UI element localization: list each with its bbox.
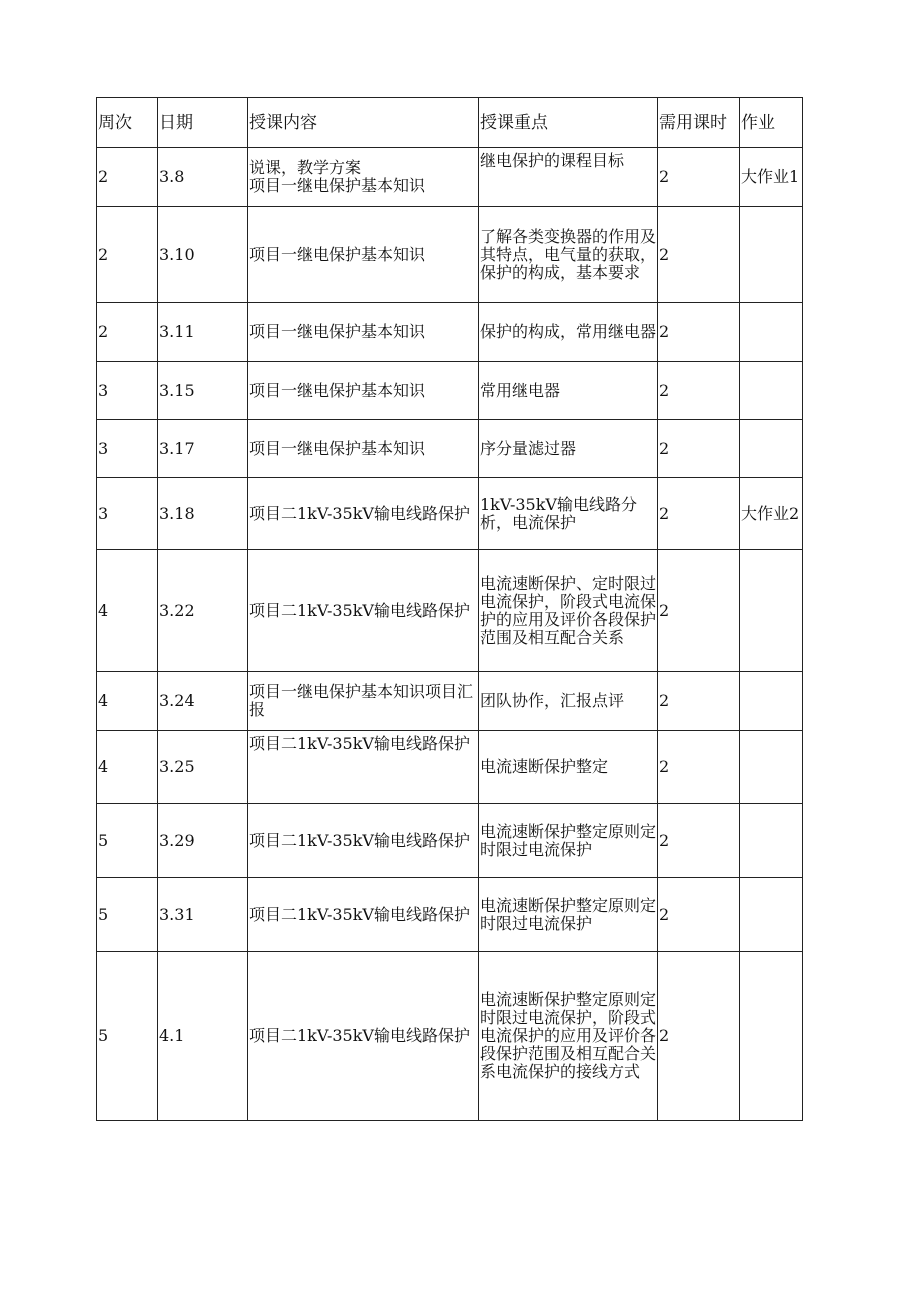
content-line: 项目一继电保护基本知识 <box>249 176 426 195</box>
header-homework: 作业 <box>740 98 803 148</box>
cell-homework <box>740 420 803 478</box>
table-row <box>97 878 803 952</box>
cell-date: 3.17 <box>158 420 248 478</box>
cell-focus: 电流速断保护、定时限过电流保护，阶段式电流保护的应用及评价各段保护范围及相互配合关系 <box>479 550 658 672</box>
cell-homework <box>740 731 803 804</box>
content-line: 项目二1kV-35kV输电线路保护 <box>249 503 470 523</box>
header-content: 授课内容 <box>248 98 479 148</box>
cell-homework: 大作业2 <box>740 478 803 550</box>
cell-date: 3.11 <box>158 303 248 362</box>
cell-date: 3.22 <box>158 550 248 672</box>
content-line: 项目一继电保护基本知识 <box>249 244 426 264</box>
cell-content <box>248 148 479 207</box>
table-row <box>97 672 803 731</box>
content-line: 项目二1kV-35kV输电线路保护 <box>249 734 470 753</box>
cell-focus: 继电保护的课程目标 <box>479 148 658 207</box>
cell-date: 3.18 <box>158 478 248 550</box>
cell-homework <box>740 550 803 672</box>
cell-content <box>248 731 479 804</box>
content-line: 项目一继电保护基本知识 <box>249 380 426 400</box>
content-line: 项目二1kV-35kV输电线路保护 <box>249 904 470 924</box>
cell-homework: 大作业1 <box>740 148 803 207</box>
cell-week: 2 <box>97 207 158 303</box>
content-line: 说课，教学方案 <box>249 158 362 177</box>
cell-hours: 2 <box>658 878 740 952</box>
table-row <box>97 731 803 804</box>
cell-date: 3.10 <box>158 207 248 303</box>
cell-hours: 2 <box>658 148 740 207</box>
cell-hours: 2 <box>658 420 740 478</box>
cell-date: 3.29 <box>158 804 248 878</box>
cell-focus: 保护的构成，常用继电器 <box>479 303 658 362</box>
cell-date: 3.15 <box>158 362 248 420</box>
cell-hours: 2 <box>658 550 740 672</box>
cell-focus: 电流速断保护整定 <box>479 731 658 804</box>
cell-hours: 2 <box>658 672 740 731</box>
header-focus: 授课重点 <box>479 98 658 148</box>
table-header-row <box>97 98 803 148</box>
cell-content <box>248 672 479 731</box>
cell-content <box>248 878 479 952</box>
table-row <box>97 420 803 478</box>
cell-date: 3.31 <box>158 878 248 952</box>
content-line: 项目二1kV-35kV输电线路保护 <box>249 600 470 620</box>
cell-focus: 电流速断保护整定原则定时限过电流保护 <box>479 804 658 878</box>
cell-week: 4 <box>97 731 158 804</box>
cell-week: 3 <box>97 478 158 550</box>
cell-hours: 2 <box>658 804 740 878</box>
teaching-schedule-table <box>96 97 803 1121</box>
header-date: 日期 <box>158 98 248 148</box>
cell-content <box>248 207 479 303</box>
cell-date: 3.24 <box>158 672 248 731</box>
cell-week: 2 <box>97 303 158 362</box>
content-line: 项目二1kV-35kV输电线路保护 <box>249 1026 470 1045</box>
cell-week: 3 <box>97 420 158 478</box>
cell-date: 4.1 <box>158 952 248 1121</box>
cell-focus: 常用继电器 <box>479 362 658 420</box>
table-row <box>97 303 803 362</box>
table-row <box>97 148 803 207</box>
table-row <box>97 207 803 303</box>
cell-hours: 2 <box>658 207 740 303</box>
cell-homework <box>740 804 803 878</box>
cell-week: 5 <box>97 878 158 952</box>
header-hours: 需用课时 <box>658 98 740 148</box>
header-week: 周次 <box>97 98 158 148</box>
cell-content <box>248 303 479 362</box>
table-row <box>97 804 803 878</box>
cell-hours: 2 <box>658 731 740 804</box>
cell-date: 3.25 <box>158 731 248 804</box>
cell-homework <box>740 303 803 362</box>
cell-content <box>248 420 479 478</box>
cell-focus: 了解各类变换器的作用及其特点，电气量的获取，保护的构成，基本要求 <box>479 207 658 303</box>
content-line: 项目一继电保护基本知识 <box>249 438 426 458</box>
cell-focus: 序分量滤过器 <box>479 420 658 478</box>
cell-week: 2 <box>97 148 158 207</box>
cell-homework <box>740 207 803 303</box>
cell-hours: 2 <box>658 303 740 362</box>
table-row <box>97 478 803 550</box>
content-line: 项目一继电保护基本知识 <box>249 322 426 341</box>
table-row <box>97 362 803 420</box>
cell-content <box>248 952 479 1121</box>
cell-homework <box>740 672 803 731</box>
cell-focus: 团队协作，汇报点评 <box>479 672 658 731</box>
cell-hours: 2 <box>658 478 740 550</box>
cell-focus: 电流速断保护整定原则定时限过电流保护，阶段式电流保护的应用及评价各段保护范围及相互配合关系电流保护的接线方式 <box>479 952 658 1121</box>
table-row <box>97 550 803 672</box>
content-line: 项目一继电保护基本知识项目汇报 <box>249 682 474 719</box>
cell-week: 3 <box>97 362 158 420</box>
cell-content <box>248 478 479 550</box>
cell-focus: 电流速断保护整定原则定时限过电流保护 <box>479 878 658 952</box>
cell-date: 3.8 <box>158 148 248 207</box>
cell-week: 4 <box>97 550 158 672</box>
content-line: 项目二1kV-35kV输电线路保护 <box>249 830 470 850</box>
cell-week: 5 <box>97 804 158 878</box>
table-row <box>97 952 803 1121</box>
cell-homework <box>740 952 803 1121</box>
cell-focus: 1kV-35kV输电线路分析，电流保护 <box>479 478 658 550</box>
cell-week: 5 <box>97 952 158 1121</box>
cell-homework <box>740 362 803 420</box>
cell-homework <box>740 878 803 952</box>
cell-hours: 2 <box>658 952 740 1121</box>
cell-content <box>248 550 479 672</box>
cell-week: 4 <box>97 672 158 731</box>
cell-hours: 2 <box>658 362 740 420</box>
cell-content <box>248 804 479 878</box>
cell-content <box>248 362 479 420</box>
